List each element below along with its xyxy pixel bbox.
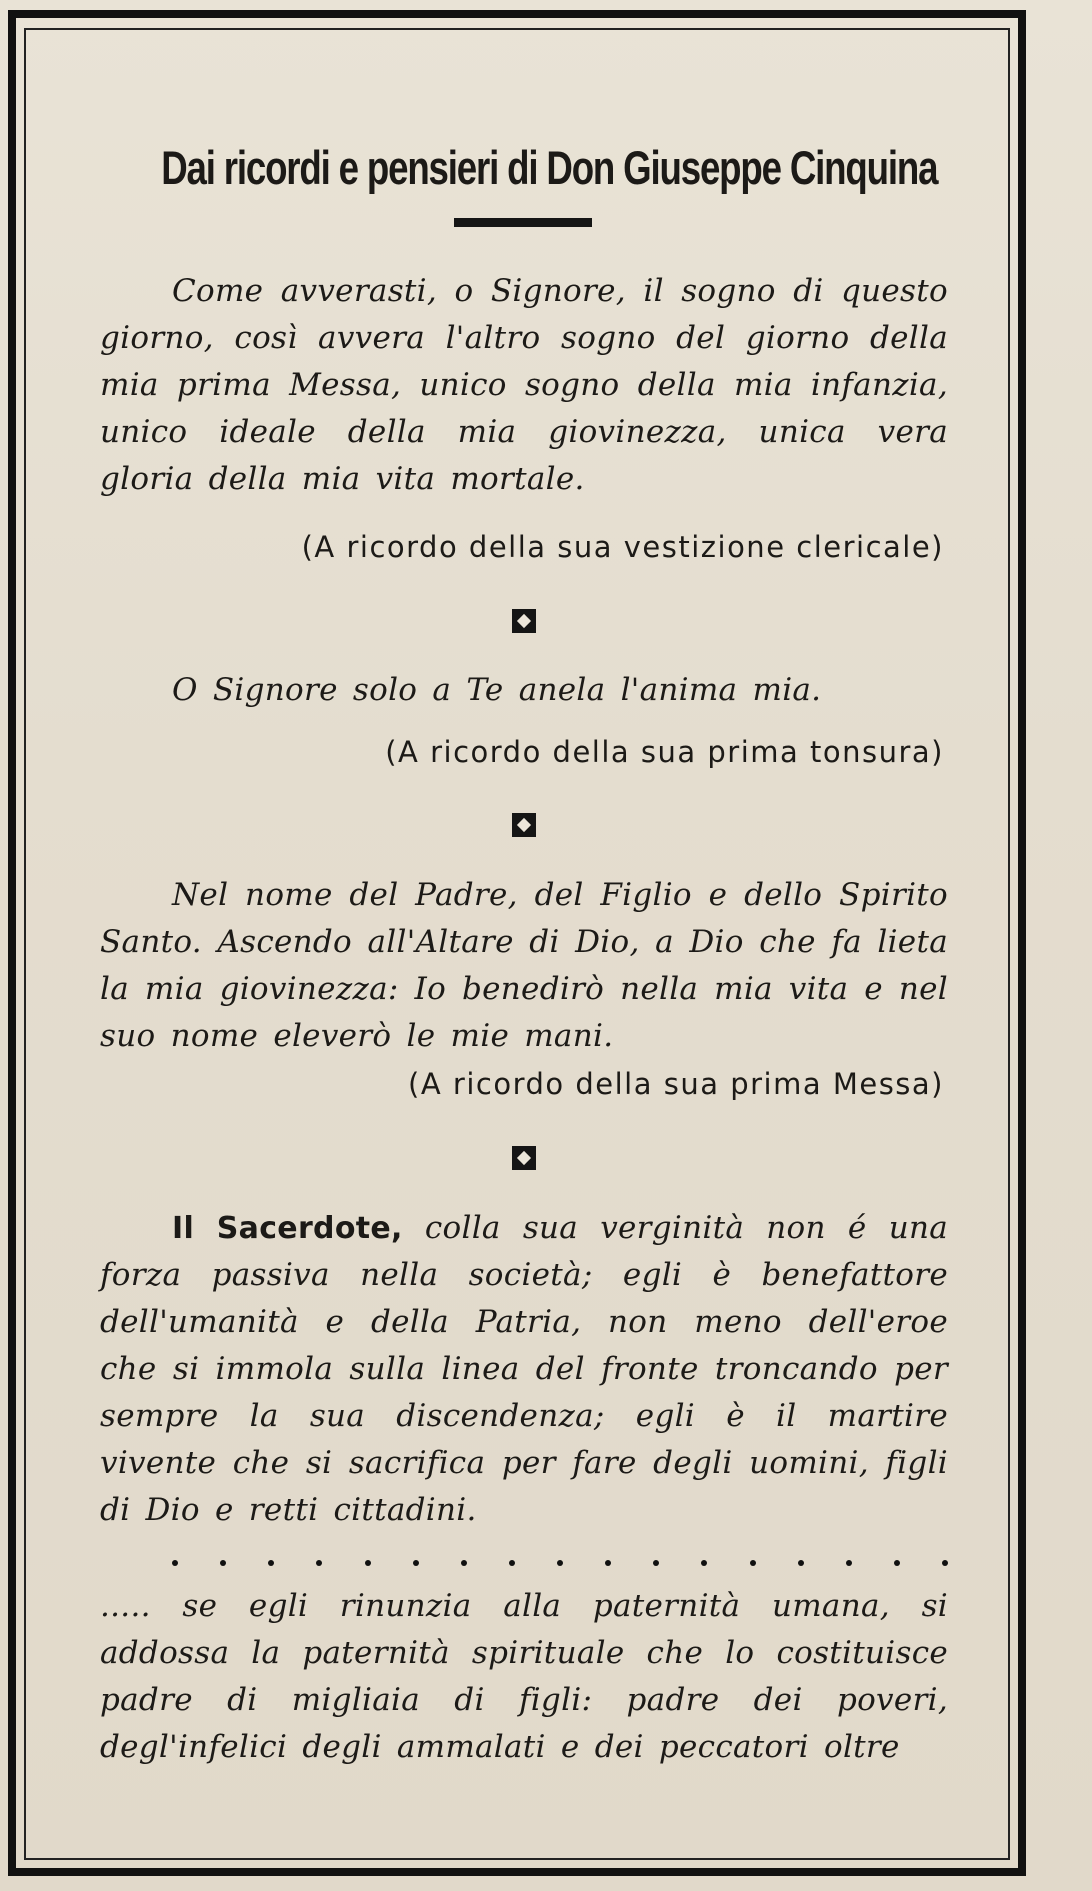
paragraph-text: Come avverasti, o Signore, il sogno di questo giorno, così avvera l'altro sogno del giorno della mia prima Messa, unico sogno della mia infanzia, unico ideale della mia giovinezza, unica vera gloria della mia vita mortale. [100,273,948,497]
caption-messa: (A ricordo della sua prima Messa) [408,1067,944,1101]
cross-ornament-icon [512,813,536,837]
caption-tonsura: (A ricordo della sua prima tonsura) [385,735,944,769]
paragraph-vestizione [100,268,948,503]
cross-ornament-icon [512,609,536,633]
paragraph-paternita [100,1583,948,1771]
paragraph-text: colla sua verginità non é una forza passiva nella società; egli è benefattore dell'umanità e della Patria, non meno dell'eroe che si immola sulla linea del fronte troncando per sempre la sua discendenza; egli è il martire vivente che si sacrifica per fare degli uomini, figli di Dio e retti cittadini. [100,1210,949,1528]
caption-vestizione: (A ricordo della sua vestizione clericale) [301,530,944,564]
paragraph-text: Nel nome del Padre, del Figlio e dello Spirito Santo. Ascendo all'Altare di Dio, a Dio che fa lieta la mia giovinezza: Io benedirò nella mia vita e nel suo nome eleverò le mie mani. [100,877,948,1054]
ellipsis-dot-row [172,1560,948,1566]
paragraph-tonsura [100,667,948,714]
document-title: Dai ricordi e pensieri di Don Giuseppe Cinquina [161,141,938,194]
paragraph-sacerdote [100,1205,948,1534]
paragraph-messa [100,872,948,1060]
paragraph-text: ..... se egli rinunzia alla paternità umana, si addossa la paternità spirituale che lo costituisce padre di migliaia di figli: padre dei poveri, degl'infelici degli ammalati e dei peccatori oltre [100,1588,948,1765]
paragraph-lead: Il Sacerdote, [172,1211,403,1246]
title-underline-rule [454,218,592,227]
cross-ornament-icon [512,1146,536,1170]
paragraph-text: O Signore solo a Te anela l'anima mia. [172,672,822,708]
